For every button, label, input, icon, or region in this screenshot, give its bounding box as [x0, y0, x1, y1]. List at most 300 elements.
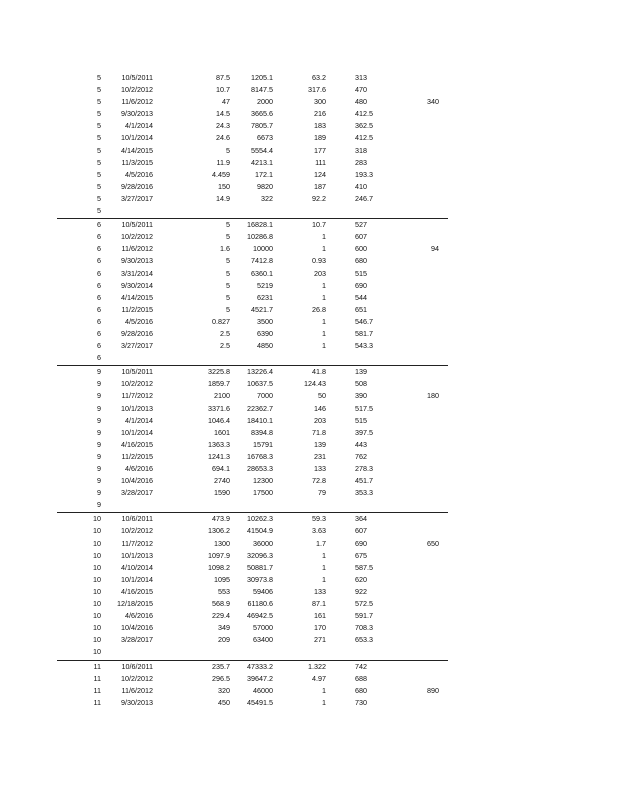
- value1-cell: 1300: [214, 538, 230, 548]
- date-cell: 10/1/2014: [121, 427, 153, 437]
- table-row: [0, 646, 618, 658]
- value4-cell: 397.5: [355, 427, 373, 437]
- value3-cell: 271: [314, 635, 326, 645]
- value5-cell: 650: [427, 538, 439, 548]
- table-row: [0, 316, 618, 328]
- site-cell: 9: [97, 427, 101, 437]
- value3-cell: 10.7: [312, 220, 326, 230]
- value1-cell: 5: [226, 304, 230, 314]
- table-row: [0, 499, 618, 511]
- value3-cell: 1: [322, 697, 326, 707]
- table-row: [0, 205, 618, 217]
- table-row: [0, 292, 618, 304]
- site-cell: 11: [93, 673, 101, 683]
- value1-cell: 450: [218, 697, 230, 707]
- site-cell: 11: [93, 697, 101, 707]
- data-table: [0, 72, 618, 709]
- site-cell: 5: [97, 157, 101, 167]
- date-cell: 4/14/2015: [121, 145, 153, 155]
- table-row: [0, 352, 618, 364]
- value3-cell: 1: [322, 244, 326, 254]
- value3-cell: 216: [314, 109, 326, 119]
- value4-cell: 480: [355, 97, 367, 107]
- value2-cell: 59406: [253, 586, 273, 596]
- value3-cell: 3.63: [312, 526, 326, 536]
- table-row: [0, 268, 618, 280]
- date-cell: 3/27/2017: [121, 193, 153, 203]
- value3-cell: 1: [322, 574, 326, 584]
- value1-cell: 3371.6: [208, 403, 230, 413]
- table-row: [0, 685, 618, 697]
- value3-cell: 170: [314, 623, 326, 633]
- value4-cell: 742: [355, 661, 367, 671]
- value3-cell: 231: [314, 451, 326, 461]
- site-cell: 11: [93, 661, 101, 671]
- value3-cell: 87.1: [312, 599, 326, 609]
- date-cell: 10/5/2011: [121, 367, 153, 377]
- date-cell: 10/1/2013: [121, 550, 153, 560]
- date-cell: 9/30/2013: [121, 109, 153, 119]
- value3-cell: 161: [314, 611, 326, 621]
- value1-cell: 553: [218, 586, 230, 596]
- site-cell: 6: [97, 256, 101, 266]
- value4-cell: 515: [355, 268, 367, 278]
- table-row: [0, 169, 618, 181]
- value3-cell: 1: [322, 562, 326, 572]
- value1-cell: 24.6: [216, 133, 230, 143]
- value2-cell: 6390: [257, 328, 273, 338]
- value1-cell: 2.5: [220, 341, 230, 351]
- value3-cell: 183: [314, 121, 326, 131]
- date-cell: 10/4/2016: [121, 476, 153, 486]
- value2-cell: 8394.8: [251, 427, 273, 437]
- value2-cell: 61180.6: [247, 599, 273, 609]
- row-group: [0, 366, 618, 511]
- date-cell: 4/16/2015: [121, 586, 153, 596]
- value3-cell: 1: [322, 292, 326, 302]
- date-cell: 12/18/2015: [117, 599, 153, 609]
- date-cell: 10/1/2014: [121, 574, 153, 584]
- value1-cell: 1859.7: [208, 379, 230, 389]
- value1-cell: 2740: [214, 476, 230, 486]
- value3-cell: 1: [322, 550, 326, 560]
- site-cell: 6: [97, 328, 101, 338]
- value4-cell: 651: [355, 304, 367, 314]
- table-row: [0, 427, 618, 439]
- table-row: [0, 132, 618, 144]
- value2-cell: 322: [261, 193, 273, 203]
- value4-cell: 762: [355, 451, 367, 461]
- value2-cell: 16828.1: [247, 220, 273, 230]
- value1-cell: 349: [218, 623, 230, 633]
- site-cell: 10: [93, 599, 101, 609]
- row-group: [0, 513, 618, 658]
- date-cell: 9/30/2014: [121, 280, 153, 290]
- value2-cell: 3500: [257, 316, 273, 326]
- value2-cell: 7000: [257, 391, 273, 401]
- value1-cell: 473.9: [212, 514, 230, 524]
- value4-cell: 318: [355, 145, 367, 155]
- row-group: [0, 661, 618, 709]
- value2-cell: 6360.1: [251, 268, 273, 278]
- table-row: [0, 366, 618, 378]
- value4-cell: 470: [355, 85, 367, 95]
- date-cell: 10/4/2016: [121, 623, 153, 633]
- value1-cell: 1241.3: [208, 451, 230, 461]
- date-cell: 4/1/2014: [125, 121, 153, 131]
- site-cell: 9: [97, 500, 101, 510]
- value1-cell: 2.5: [220, 328, 230, 338]
- site-cell: 9: [97, 476, 101, 486]
- date-cell: 3/31/2014: [121, 268, 153, 278]
- value3-cell: 71.8: [312, 427, 326, 437]
- value3-cell: 203: [314, 268, 326, 278]
- site-cell: 10: [93, 538, 101, 548]
- date-cell: 10/1/2014: [121, 133, 153, 143]
- site-cell: 5: [97, 169, 101, 179]
- value4-cell: 508: [355, 379, 367, 389]
- value1-cell: 1590: [214, 488, 230, 498]
- site-cell: 9: [97, 379, 101, 389]
- site-cell: 5: [97, 181, 101, 191]
- site-cell: 5: [97, 145, 101, 155]
- date-cell: 4/16/2015: [121, 439, 153, 449]
- value3-cell: 79: [318, 488, 326, 498]
- site-cell: 6: [97, 280, 101, 290]
- site-cell: 6: [97, 220, 101, 230]
- value4-cell: 246.7: [355, 193, 373, 203]
- value1-cell: 0.827: [212, 316, 230, 326]
- value4-cell: 443: [355, 439, 367, 449]
- site-cell: 6: [97, 292, 101, 302]
- value4-cell: 680: [355, 685, 367, 695]
- value2-cell: 18410.1: [247, 415, 273, 425]
- date-cell: 11/6/2012: [121, 97, 153, 107]
- value2-cell: 5554.4: [251, 145, 273, 155]
- site-cell: 9: [97, 391, 101, 401]
- date-cell: 11/7/2012: [121, 391, 153, 401]
- value4-cell: 353.3: [355, 488, 373, 498]
- date-cell: 10/5/2011: [121, 73, 153, 82]
- date-cell: 3/28/2017: [121, 488, 153, 498]
- value1-cell: 5: [226, 232, 230, 242]
- table-row: [0, 120, 618, 132]
- date-cell: 11/3/2015: [121, 157, 153, 167]
- site-cell: 6: [97, 244, 101, 254]
- value4-cell: 362.5: [355, 121, 373, 131]
- date-cell: 10/2/2012: [121, 379, 153, 389]
- value3-cell: 317.6: [308, 85, 326, 95]
- site-cell: 6: [97, 268, 101, 278]
- date-cell: 10/6/2011: [121, 514, 153, 524]
- site-cell: 6: [97, 316, 101, 326]
- value2-cell: 63400: [253, 635, 273, 645]
- date-cell: 10/6/2011: [121, 661, 153, 671]
- value1-cell: 14.9: [216, 193, 230, 203]
- value1-cell: 3225.8: [208, 367, 230, 377]
- site-cell: 9: [97, 464, 101, 473]
- value1-cell: 47: [222, 97, 230, 107]
- site-cell: 9: [97, 367, 101, 377]
- value4-cell: 546.7: [355, 316, 373, 326]
- value4-cell: 675: [355, 550, 367, 560]
- value4-cell: 517.5: [355, 403, 373, 413]
- value4-cell: 572.5: [355, 599, 373, 609]
- table-row: [0, 328, 618, 340]
- value2-cell: 46942.5: [247, 611, 273, 621]
- site-cell: 5: [97, 121, 101, 131]
- value2-cell: 7412.8: [251, 256, 273, 266]
- date-cell: 4/10/2014: [121, 562, 153, 572]
- value4-cell: 690: [355, 538, 367, 548]
- table-row: [0, 697, 618, 709]
- date-cell: 3/27/2017: [121, 341, 153, 351]
- value2-cell: 172.1: [255, 169, 273, 179]
- value2-cell: 46000: [253, 685, 273, 695]
- value1-cell: 5: [226, 280, 230, 290]
- date-cell: 9/28/2016: [121, 328, 153, 338]
- site-cell: 10: [93, 635, 101, 645]
- value1-cell: 5: [226, 145, 230, 155]
- site-cell: 10: [93, 514, 101, 524]
- value1-cell: 1095: [214, 574, 230, 584]
- value1-cell: 5: [226, 220, 230, 230]
- value2-cell: 45491.5: [247, 697, 273, 707]
- value4-cell: 278.3: [355, 464, 373, 473]
- value2-cell: 32096.3: [247, 550, 273, 560]
- table-row: [0, 562, 618, 574]
- date-cell: 4/14/2015: [121, 292, 153, 302]
- table-row: [0, 390, 618, 402]
- value1-cell: 5: [226, 292, 230, 302]
- table-row: [0, 451, 618, 463]
- table-row: [0, 586, 618, 598]
- value2-cell: 10286.8: [247, 232, 273, 242]
- date-cell: 10/2/2012: [121, 526, 153, 536]
- value1-cell: 1363.3: [208, 439, 230, 449]
- value2-cell: 6231: [257, 292, 273, 302]
- table-row: [0, 378, 618, 390]
- value3-cell: 124.43: [304, 379, 326, 389]
- table-row: [0, 439, 618, 451]
- value2-cell: 12300: [253, 476, 273, 486]
- value1-cell: 14.5: [216, 109, 230, 119]
- value3-cell: 50: [318, 391, 326, 401]
- value1-cell: 24.3: [216, 121, 230, 131]
- value3-cell: 72.8: [312, 476, 326, 486]
- value2-cell: 57000: [253, 623, 273, 633]
- title-redacted-scribble: [145, 30, 249, 33]
- value2-cell: 10000: [253, 244, 273, 254]
- value2-cell: 22362.7: [247, 403, 273, 413]
- table-row: [0, 550, 618, 562]
- date-cell: 11/2/2015: [121, 304, 153, 314]
- site-cell: 10: [93, 550, 101, 560]
- site-cell: 6: [97, 353, 101, 363]
- table-row: [0, 610, 618, 622]
- value2-cell: 7805.7: [251, 121, 273, 131]
- table-row: [0, 96, 618, 108]
- site-cell: 5: [97, 97, 101, 107]
- value4-cell: 620: [355, 574, 367, 584]
- table-row: [0, 634, 618, 646]
- value5-cell: 94: [431, 244, 439, 254]
- table-row: [0, 304, 618, 316]
- value4-cell: 543.3: [355, 341, 373, 351]
- value2-cell: 41504.9: [247, 526, 273, 536]
- site-cell: 10: [93, 623, 101, 633]
- table-row: [0, 403, 618, 415]
- value3-cell: 4.97: [312, 673, 326, 683]
- site-cell: 10: [93, 562, 101, 572]
- date-cell: 10/1/2013: [121, 403, 153, 413]
- value1-cell: 5: [226, 256, 230, 266]
- table-row: [0, 574, 618, 586]
- value3-cell: 124: [314, 169, 326, 179]
- value4-cell: 607: [355, 232, 367, 242]
- date-cell: 9/30/2013: [121, 256, 153, 266]
- value3-cell: 177: [314, 145, 326, 155]
- value1-cell: 1306.2: [208, 526, 230, 536]
- value4-cell: 515: [355, 415, 367, 425]
- value2-cell: 28653.3: [247, 464, 273, 473]
- value1-cell: 4.459: [212, 169, 230, 179]
- value4-cell: 653.3: [355, 635, 373, 645]
- value4-cell: 690: [355, 280, 367, 290]
- value4-cell: 390: [355, 391, 367, 401]
- value1-cell: 320: [218, 685, 230, 695]
- value1-cell: 150: [218, 181, 230, 191]
- value3-cell: 26.8: [312, 304, 326, 314]
- value1-cell: 10.7: [216, 85, 230, 95]
- value1-cell: 1098.2: [208, 562, 230, 572]
- table-row: [0, 84, 618, 96]
- date-cell: 4/5/2016: [125, 169, 153, 179]
- value2-cell: 36000: [253, 538, 273, 548]
- site-cell: 10: [93, 586, 101, 596]
- date-cell: 4/5/2016: [125, 316, 153, 326]
- site-cell: 11: [93, 685, 101, 695]
- value3-cell: 1: [322, 232, 326, 242]
- date-cell: 11/2/2015: [121, 451, 153, 461]
- table-row: [0, 463, 618, 475]
- value3-cell: 203: [314, 415, 326, 425]
- date-cell: 4/1/2014: [125, 415, 153, 425]
- value2-cell: 4213.1: [251, 157, 273, 167]
- table-row: [0, 157, 618, 169]
- table-row: [0, 145, 618, 157]
- value4-cell: 451.7: [355, 476, 373, 486]
- value3-cell: 133: [314, 586, 326, 596]
- table-row: [0, 598, 618, 610]
- value2-cell: 39647.2: [247, 673, 273, 683]
- table-row: [0, 280, 618, 292]
- value3-cell: 1: [322, 341, 326, 351]
- value1-cell: 1046.4: [208, 415, 230, 425]
- site-cell: 6: [97, 304, 101, 314]
- value4-cell: 412.5: [355, 133, 373, 143]
- value2-cell: 10637.5: [247, 379, 273, 389]
- date-cell: 11/6/2012: [121, 685, 153, 695]
- site-cell: 5: [97, 73, 101, 82]
- value2-cell: 6673: [257, 133, 273, 143]
- table-row: [0, 673, 618, 685]
- date-cell: 10/2/2012: [121, 673, 153, 683]
- table-row: [0, 622, 618, 634]
- value3-cell: 1: [322, 280, 326, 290]
- table-row: [0, 475, 618, 487]
- value4-cell: 544: [355, 292, 367, 302]
- value3-cell: 1: [322, 685, 326, 695]
- table-row: [0, 513, 618, 525]
- site-cell: 9: [97, 403, 101, 413]
- date-cell: 4/6/2016: [125, 464, 153, 473]
- table-row: [0, 340, 618, 352]
- value2-cell: 8147.5: [251, 85, 273, 95]
- value3-cell: 300: [314, 97, 326, 107]
- date-cell: 10/5/2011: [121, 220, 153, 230]
- value2-cell: 1205.1: [251, 73, 273, 82]
- value4-cell: 412.5: [355, 109, 373, 119]
- table-row: [0, 661, 618, 673]
- row-group: [0, 219, 618, 364]
- date-cell: 4/6/2016: [125, 611, 153, 621]
- value1-cell: 1.6: [220, 244, 230, 254]
- table-row: [0, 255, 618, 267]
- value1-cell: 229.4: [212, 611, 230, 621]
- value2-cell: 50881.7: [247, 562, 273, 572]
- value3-cell: 1.7: [316, 538, 326, 548]
- value3-cell: 63.2: [312, 73, 326, 82]
- date-cell: 11/6/2012: [121, 244, 153, 254]
- table-row: [0, 243, 618, 255]
- value4-cell: 410: [355, 181, 367, 191]
- value4-cell: 730: [355, 697, 367, 707]
- value4-cell: 283: [355, 157, 367, 167]
- date-cell: 9/30/2013: [121, 697, 153, 707]
- table-row: [0, 487, 618, 499]
- value4-cell: 591.7: [355, 611, 373, 621]
- table-row: [0, 231, 618, 243]
- value4-cell: 607: [355, 526, 367, 536]
- site-cell: 5: [97, 133, 101, 143]
- value3-cell: 187: [314, 181, 326, 191]
- site-cell: 9: [97, 451, 101, 461]
- value1-cell: 694.1: [212, 464, 230, 473]
- value2-cell: 4850: [257, 341, 273, 351]
- value3-cell: 189: [314, 133, 326, 143]
- date-cell: 11/7/2012: [121, 538, 153, 548]
- value4-cell: 527: [355, 220, 367, 230]
- value3-cell: 1: [322, 328, 326, 338]
- value1-cell: 296.5: [212, 673, 230, 683]
- value4-cell: 587.5: [355, 562, 373, 572]
- table-row: [0, 72, 618, 84]
- value5-cell: 340: [427, 97, 439, 107]
- value1-cell: 1601: [214, 427, 230, 437]
- table-row: [0, 415, 618, 427]
- value4-cell: 581.7: [355, 328, 373, 338]
- site-cell: 5: [97, 206, 101, 216]
- value3-cell: 1: [322, 316, 326, 326]
- site-cell: 6: [97, 232, 101, 242]
- date-cell: 10/2/2012: [121, 232, 153, 242]
- value1-cell: 2100: [214, 391, 230, 401]
- site-cell: 5: [97, 193, 101, 203]
- value2-cell: 5219: [257, 280, 273, 290]
- date-cell: 3/28/2017: [121, 635, 153, 645]
- site-cell: 5: [97, 85, 101, 95]
